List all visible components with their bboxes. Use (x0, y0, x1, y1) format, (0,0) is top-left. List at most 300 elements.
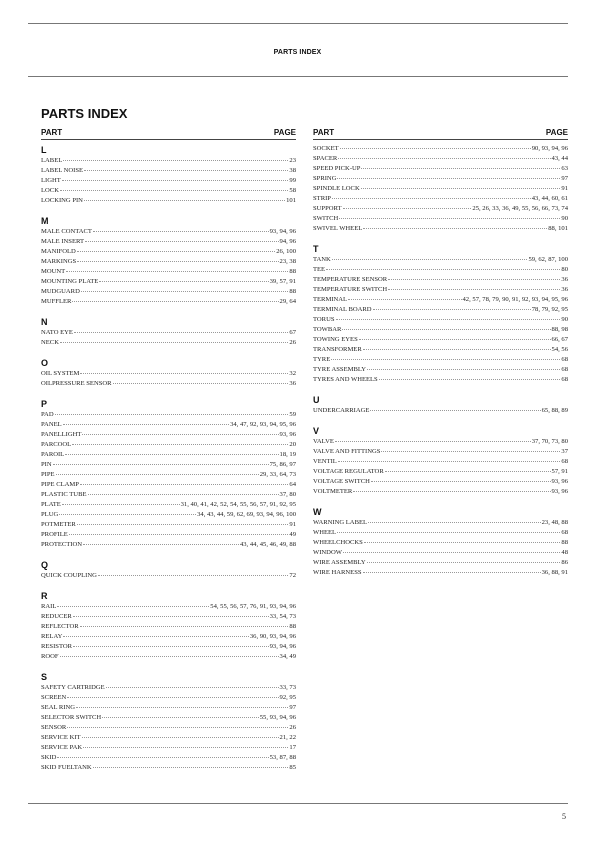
part-name: TEE (313, 266, 326, 273)
dot-leader (336, 319, 561, 320)
index-entry (313, 275, 568, 285)
page-references: 34, 49 (279, 653, 296, 660)
dot-leader (99, 281, 268, 282)
section-letter: W (313, 507, 322, 517)
dot-leader (73, 616, 269, 617)
page-column-label: PAGE (273, 128, 296, 137)
dot-leader (83, 747, 288, 748)
part-name: VENTIL (313, 458, 337, 465)
page-references: 25, 26, 33, 36, 49, 55, 56, 66, 73, 74 (472, 205, 568, 212)
part-name: SENSOR (41, 724, 67, 731)
part-name: TYRES AND WHEELS (313, 376, 378, 383)
part-name: WARNING LABEL (313, 519, 368, 526)
part-name: TOWBAR (313, 326, 342, 333)
index-entry (41, 683, 296, 693)
top-rule (28, 23, 568, 24)
index-entry (313, 204, 568, 214)
part-name: QUICK COUPLING (41, 572, 97, 579)
page-references: 36 (561, 276, 568, 283)
page-references: 101 (286, 197, 296, 204)
part-name: ROOF (41, 653, 59, 660)
dot-leader (339, 218, 560, 219)
dot-leader (84, 200, 285, 201)
part-name: SEAL RING (41, 704, 76, 711)
index-entry (41, 176, 296, 186)
part-name: PARCOOL (41, 441, 72, 448)
dot-leader (337, 178, 560, 179)
page-references: 88 (561, 539, 568, 546)
entry-list (41, 328, 296, 348)
index-entry (41, 540, 296, 550)
part-name: MALE INSERT (41, 238, 85, 245)
page-references: 49 (289, 531, 296, 538)
dot-leader (82, 434, 278, 435)
index-entry (313, 467, 568, 477)
part-name: TOWING EYES (313, 336, 358, 343)
section-letter: Q (41, 560, 49, 570)
index-entry (41, 227, 296, 237)
part-name: OIL SYSTEM (41, 370, 80, 377)
part-name: SPRING (313, 175, 337, 182)
part-name: VALVE AND FITTINGS (313, 448, 381, 455)
dot-leader (361, 188, 561, 189)
page-references: 36 (289, 380, 296, 387)
part-name: LOCK (41, 187, 59, 194)
dot-leader (80, 484, 288, 485)
index-entry (313, 355, 568, 365)
part-name: RESISTOR (41, 643, 73, 650)
dot-leader (63, 160, 288, 161)
index-entry (41, 652, 296, 662)
dot-leader (80, 373, 288, 374)
dot-leader (363, 572, 541, 573)
index-entry (41, 723, 296, 733)
dot-leader (83, 544, 239, 545)
entry-list (41, 571, 296, 581)
index-entry (41, 470, 296, 480)
dot-leader (332, 198, 531, 199)
page-references: 78, 79, 92, 95 (531, 306, 568, 313)
entry-list (313, 518, 568, 578)
dot-leader (353, 491, 550, 492)
part-name: SERVICE PAK (41, 744, 83, 751)
entry-list (41, 369, 296, 389)
page-references: 29, 33, 64, 73 (259, 471, 296, 478)
index-column-left (41, 127, 296, 773)
part-name: SUPPORT (313, 205, 342, 212)
dot-leader (363, 349, 551, 350)
page-references: 58 (289, 187, 296, 194)
dot-leader (77, 261, 278, 262)
page-references: 66, 67 (551, 336, 568, 343)
dot-leader (102, 717, 259, 718)
part-name: TERMINAL BOARD (313, 306, 372, 313)
part-name: MUFFLER (41, 298, 72, 305)
part-name: NATO EYE (41, 329, 73, 336)
part-name: MOUNT (41, 268, 66, 275)
page-references: 91 (561, 185, 568, 192)
page-references: 17 (289, 744, 296, 751)
page-references: 21, 22 (279, 734, 296, 741)
page-references: 43, 44 (551, 155, 568, 162)
part-name: WIRE ASSEMBLY (313, 559, 366, 566)
part-name: UNDERCARRIAGE (313, 407, 370, 414)
index-entry (313, 548, 568, 558)
index-entry (313, 154, 568, 164)
part-name: PANELLIGHT (41, 431, 82, 438)
section-letter: P (41, 399, 48, 409)
page-title: PARTS INDEX (41, 106, 128, 121)
index-entry (41, 430, 296, 440)
part-name: MALE CONTACT (41, 228, 92, 235)
index-entry (313, 255, 568, 265)
index-sections-right (313, 144, 568, 578)
part-name: TANK (313, 256, 331, 263)
index-entry (313, 375, 568, 385)
part-name: LOCKING PIN (41, 197, 83, 204)
part-name: SWITCH (313, 215, 339, 222)
dot-leader (85, 241, 279, 242)
section-letter: M (41, 216, 49, 226)
dot-leader (88, 494, 279, 495)
part-name: PROFILE (41, 531, 68, 538)
dot-leader (72, 301, 278, 302)
part-name: TORUS (313, 316, 335, 323)
page-references: 67 (289, 329, 296, 336)
dot-leader (60, 342, 288, 343)
page-references: 93, 94, 96 (269, 643, 296, 650)
dot-leader (55, 414, 289, 415)
index-entry (313, 518, 568, 528)
page-references: 93, 96 (551, 478, 568, 485)
entry-list (41, 156, 296, 206)
page-references: 33, 54, 73 (269, 613, 296, 620)
index-entry (41, 460, 296, 470)
page-references: 97 (561, 175, 568, 182)
dot-leader (338, 461, 561, 462)
entry-list (41, 227, 296, 307)
page-references: 32 (289, 370, 296, 377)
dot-leader (337, 532, 560, 533)
part-name: PLATE (41, 501, 61, 508)
page-references: 91 (289, 521, 296, 528)
part-name: MOUNTING PLATE (41, 278, 99, 285)
page-references: 43, 44, 45, 46, 49, 88 (239, 541, 296, 548)
running-header: PARTS INDEX (273, 49, 322, 56)
part-name: POTMETER (41, 521, 76, 528)
part-column-label: PART (313, 128, 335, 137)
page-references: 88 (289, 623, 296, 630)
part-name: SKID (41, 754, 57, 761)
dot-leader (338, 158, 550, 159)
dot-leader (343, 208, 472, 209)
page-references: 72 (289, 572, 296, 579)
dot-leader (67, 697, 278, 698)
index-section (41, 671, 296, 773)
dot-leader (364, 542, 561, 543)
page-references: 54, 55, 56, 57, 76, 91, 93, 94, 96 (210, 603, 296, 610)
index-entry (41, 277, 296, 287)
part-name: OILPRESSURE SENSOR (41, 380, 112, 387)
header-rule (28, 76, 568, 77)
part-name: PLUG (41, 511, 59, 518)
section-letter: N (41, 317, 48, 327)
dot-leader (363, 228, 547, 229)
part-name: NECK (41, 339, 59, 346)
index-entry (313, 144, 568, 154)
part-column-label: PART (41, 128, 63, 137)
page-references: 63 (561, 165, 568, 172)
page-references: 68 (561, 376, 568, 383)
dot-leader (331, 359, 560, 360)
index-section (313, 394, 568, 416)
index-entry (313, 558, 568, 568)
index-entry (313, 174, 568, 184)
page-references: 88, 98 (551, 326, 568, 333)
page-references: 38 (289, 167, 296, 174)
part-name: RELAY (41, 633, 63, 640)
page-references: 88 (289, 268, 296, 275)
page-references: 92, 95 (279, 694, 296, 701)
dot-leader (326, 269, 560, 270)
page-references: 37, 80 (279, 491, 296, 498)
page-references: 90 (561, 215, 568, 222)
index-section (41, 215, 296, 307)
index-entry (313, 457, 568, 467)
page-references: 29, 64 (279, 298, 296, 305)
part-name: WINDOW (313, 549, 342, 556)
page-references: 39, 57, 91 (269, 278, 296, 285)
page-references: 59, 62, 87, 100 (528, 256, 568, 263)
dot-leader (367, 369, 560, 370)
part-name: REFLECTOR (41, 623, 79, 630)
dot-leader (57, 757, 268, 758)
page-column-label: PAGE (545, 128, 568, 137)
page-references: 20 (289, 441, 296, 448)
page-references: 31, 40, 41, 42, 52, 54, 55, 56, 57, 91, 92, 95 (180, 501, 296, 508)
dot-leader (67, 727, 288, 728)
page-references: 59 (289, 411, 296, 418)
dot-leader (82, 737, 279, 738)
page-references: 36, 88, 91 (541, 569, 568, 576)
dot-leader (342, 329, 550, 330)
index-entry (313, 345, 568, 355)
dot-leader (367, 562, 561, 563)
page-references: 68 (561, 366, 568, 373)
entry-list (41, 683, 296, 773)
index-entry (313, 487, 568, 497)
part-name: SOCKET (313, 145, 339, 152)
index-section (41, 357, 296, 389)
page-references: 90, 93, 94, 96 (531, 145, 568, 152)
index-entry (313, 325, 568, 335)
dot-leader (73, 646, 269, 647)
page-number: 5 (562, 812, 566, 821)
part-name: WHEEL (313, 529, 337, 536)
page-references: 37 (561, 448, 568, 455)
part-name: PAD (41, 411, 54, 418)
part-name: SPEED PICK-UP (313, 165, 361, 172)
part-name: LABEL (41, 157, 63, 164)
page-references: 26, 100 (276, 248, 296, 255)
page-references: 23 (289, 157, 296, 164)
page-references: 88, 101 (548, 225, 568, 232)
part-name: TYRE (313, 356, 331, 363)
part-name: VOLTAGE SWITCH (313, 478, 370, 485)
dot-leader (76, 707, 288, 708)
dot-leader (77, 251, 275, 252)
page-references: 36 (561, 286, 568, 293)
index-entry (41, 480, 296, 490)
entry-list (41, 602, 296, 662)
page-references: 88 (289, 288, 296, 295)
part-name: MARKINGS (41, 258, 77, 265)
part-name: REDUCER (41, 613, 72, 620)
dot-leader (343, 552, 560, 553)
index-entry (313, 265, 568, 275)
dot-leader (93, 767, 289, 768)
part-name: PIN (41, 461, 52, 468)
page-references: 75, 86, 97 (269, 461, 296, 468)
page-references: 94, 96 (279, 238, 296, 245)
index-section (41, 559, 296, 581)
index-entry (313, 305, 568, 315)
dot-leader (368, 522, 541, 523)
dot-leader (361, 168, 560, 169)
index-entry (41, 763, 296, 773)
index-entry (41, 297, 296, 307)
section-letter: S (41, 672, 48, 682)
part-name: TEMPERATURE SWITCH (313, 286, 388, 293)
entry-list (313, 406, 568, 416)
index-entry (41, 602, 296, 612)
index-entry (313, 184, 568, 194)
section-letter: R (41, 591, 48, 601)
dot-leader (113, 383, 289, 384)
page-references: 68 (561, 356, 568, 363)
page-references: 57, 91 (551, 468, 568, 475)
index-entry (313, 477, 568, 487)
index-entry (41, 753, 296, 763)
page-references: 80 (561, 266, 568, 273)
index-entry (41, 166, 296, 176)
index-entry (41, 369, 296, 379)
part-name: PIPE CLAMP (41, 481, 79, 488)
page-references: 42, 57, 78, 79, 90, 91, 92, 93, 94, 95, 96 (462, 296, 568, 303)
index-entry (41, 196, 296, 206)
dot-leader (81, 291, 289, 292)
index-entry (41, 733, 296, 743)
section-letter: V (313, 426, 320, 436)
part-name: LABEL NOISE (41, 167, 84, 174)
dot-leader (63, 636, 248, 637)
column-header (313, 127, 568, 140)
page-references: 68 (561, 529, 568, 536)
dot-leader (63, 424, 229, 425)
index-entry (41, 247, 296, 257)
dot-leader (53, 464, 269, 465)
dot-leader (359, 339, 551, 340)
dot-leader (60, 656, 279, 657)
dot-leader (93, 231, 269, 232)
page-references: 99 (289, 177, 296, 184)
index-entry (313, 365, 568, 375)
page-references: 93, 96 (279, 431, 296, 438)
dot-leader (74, 332, 288, 333)
dot-leader (57, 606, 209, 607)
index-entry (313, 214, 568, 224)
part-name: LIGHT (41, 177, 61, 184)
index-entry (41, 530, 296, 540)
part-name: VOLTAGE REGULATOR (313, 468, 384, 475)
index-entry (313, 568, 568, 578)
index-entry (313, 224, 568, 234)
index-entry (41, 612, 296, 622)
page-references: 26 (289, 339, 296, 346)
part-name: WHEELCHOCKS (313, 539, 363, 546)
index-entry (41, 156, 296, 166)
index-entry (41, 328, 296, 338)
index-entry (41, 703, 296, 713)
index-entry (41, 622, 296, 632)
dot-leader (62, 504, 180, 505)
index-entry (41, 510, 296, 520)
page-references: 36, 90, 93, 94, 96 (249, 633, 296, 640)
dot-leader (388, 279, 560, 280)
page-references: 53, 87, 88 (269, 754, 296, 761)
dot-leader (77, 524, 289, 525)
index-entry (41, 237, 296, 247)
page-references: 23, 48, 88 (541, 519, 568, 526)
dot-leader (332, 259, 528, 260)
index-entry (41, 450, 296, 460)
dot-leader (370, 410, 540, 411)
page-references: 86 (561, 559, 568, 566)
part-name: TEMPERATURE SENSOR (313, 276, 388, 283)
page-references: 97 (289, 704, 296, 711)
page-references: 65, 88, 89 (541, 407, 568, 414)
section-letter: O (41, 358, 49, 368)
index-entry (41, 257, 296, 267)
index-entry (313, 447, 568, 457)
index-entry (313, 406, 568, 416)
part-name: MUDGUARD (41, 288, 80, 295)
section-letter: L (41, 145, 47, 155)
dot-leader (348, 299, 461, 300)
page-references: 18, 19 (279, 451, 296, 458)
index-section (41, 398, 296, 550)
index-entry (41, 520, 296, 530)
page-references: 68 (561, 458, 568, 465)
dot-leader (373, 309, 531, 310)
page-references: 54, 56 (551, 346, 568, 353)
part-name: SKID FUELTANK (41, 764, 92, 771)
dot-leader (80, 626, 289, 627)
part-name: PAROIL (41, 451, 65, 458)
part-name: VALVE (313, 438, 334, 445)
index-entry (41, 713, 296, 723)
part-name: SERVICE KIT (41, 734, 81, 741)
index-entry (313, 194, 568, 204)
dot-leader (379, 379, 561, 380)
part-name: SWIVEL WHEEL (313, 225, 363, 232)
part-name: TYRE ASSEMBLY (313, 366, 367, 373)
index-section (41, 316, 296, 348)
index-entry (41, 420, 296, 430)
dot-leader (340, 148, 531, 149)
page-references: 43, 44, 60, 61 (531, 195, 568, 202)
page-references: 26 (289, 724, 296, 731)
